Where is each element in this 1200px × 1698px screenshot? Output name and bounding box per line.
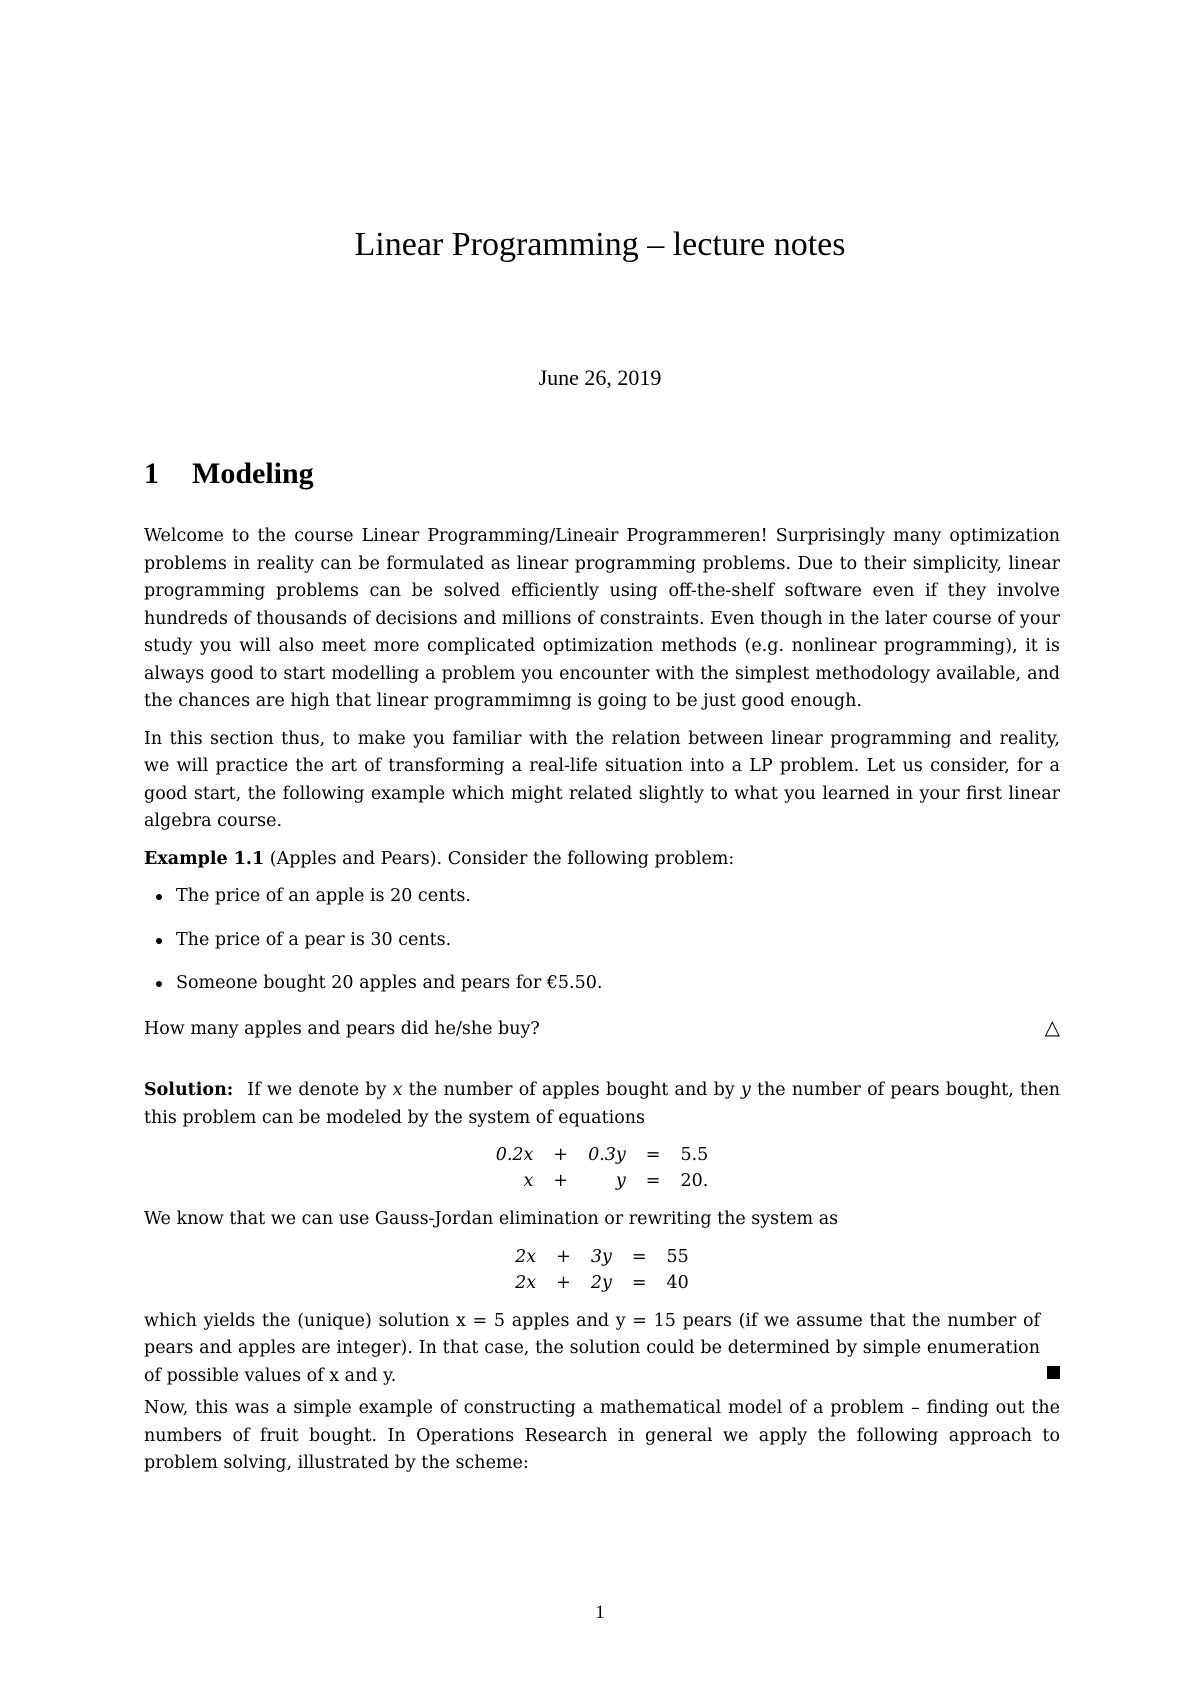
section-title: Modeling bbox=[192, 457, 314, 490]
result-paragraph-container bbox=[144, 1308, 1060, 1401]
document-title: Linear Programming – lecture notes bbox=[354, 226, 846, 263]
page-number: 1 bbox=[595, 1602, 605, 1623]
closing-paragraph: Now, this was a simple example of constructing a mathematical model of a problem – finding out the numbers of fruit bought. In Operations Research in general we apply the following approach to problem solving, illustrated by the scheme: bbox=[144, 1398, 1060, 1473]
variable-x: x bbox=[392, 1080, 403, 1100]
solution-paragraph: Solution: If we denote by x the number of apples bought and by y the number of pears bought, then this problem can be modeled by the system of equations bbox=[144, 1080, 1060, 1128]
variable-y: y bbox=[740, 1080, 751, 1100]
bullet-icon bbox=[156, 938, 162, 944]
body-content bbox=[144, 523, 1060, 1488]
equation-system-2: 2x + 3y = 55 2x + 2y = 40 bbox=[515, 1246, 689, 1293]
example-question: How many apples and pears did he/she buy? bbox=[144, 1018, 540, 1039]
bullet-icon bbox=[156, 981, 162, 987]
list-item: The price of an apple is 20 cents. bbox=[176, 883, 1060, 911]
equation-system-1: 0.2x + 0.3y = 5.5 x + y = 20. bbox=[495, 1145, 709, 1191]
solution-label: Solution: bbox=[144, 1080, 234, 1100]
example-label: Example 1.1 bbox=[144, 848, 265, 869]
section-paragraph: In this section thus, to make you familiar with the relation between linear programming and reality, we will practice the art of transforming a real-life situation into a LP problem. Let us consider, for a good start, the following example which might related slightly to what you learned in your first linear algebra course. bbox=[144, 728, 1060, 831]
triangle-icon: △ bbox=[1044, 1014, 1060, 1039]
bullet-icon bbox=[156, 894, 162, 900]
qed-square-icon bbox=[1047, 1366, 1060, 1379]
result-paragraph: which yields the (unique) solution x = 5 apples and y = 15 pears (if we assume that the number of pears and apples are integer). In that case, the solution could be determined by simple enumeration of possible values of x and y. bbox=[144, 1310, 1040, 1386]
list-item: Someone bought 20 apples and pears for €5.50. bbox=[176, 970, 1060, 998]
section-number: 1 bbox=[144, 457, 159, 490]
section-heading bbox=[144, 457, 314, 491]
example-heading bbox=[144, 846, 1060, 874]
list-item: The price of a pear is 30 cents. bbox=[176, 927, 1060, 955]
example-bullet-list bbox=[144, 883, 1060, 998]
document-date: June 26, 2019 bbox=[538, 365, 662, 390]
example-name: (Apples and Pears). bbox=[269, 848, 443, 869]
example-question-line bbox=[144, 1014, 1060, 1044]
example-intro: Consider the following problem: bbox=[447, 848, 735, 869]
gauss-paragraph: We know that we can use Gauss-Jordan elimination or rewriting the system as bbox=[144, 1209, 839, 1229]
intro-paragraph: Welcome to the course Linear Programming/Lineair Programmeren! Surprisingly many optimization problems in reality can be formulated as linear programming problems. Due to their simplicity, linear programming problems can be solved efficiently using off-the-shelf software even if they involve hundreds of thousands of decisions and millions of constraints. Even though in the later course of your study you will also meet more complicated optimization methods (e.g. nonlinear programming), it is always good to start modelling a problem you encounter with the simplest methodology available, and the chances are high that linear programmimng is going to be just good enough. bbox=[144, 526, 1060, 711]
